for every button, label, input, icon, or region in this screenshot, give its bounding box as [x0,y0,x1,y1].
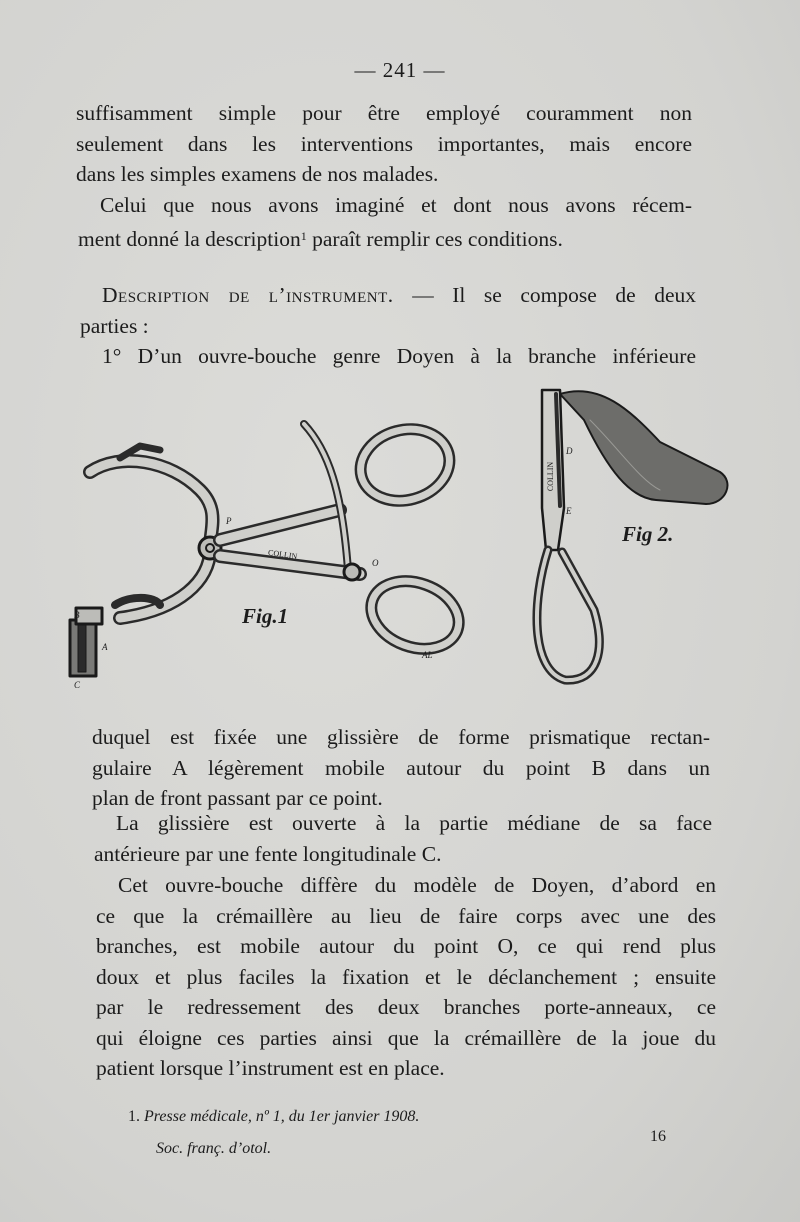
figure-2-label: Fig 2. [622,522,674,546]
label-b: B [74,610,80,620]
label-a: A [102,642,108,652]
sheet-number: 16 [650,1128,666,1145]
text-fragment: paraît remplir ces conditions. [312,226,563,251]
label-o: O [372,558,379,568]
text-line: par le redressement des deux branches porte-anneaux, ce [96,995,716,1019]
figure-1 [60,410,480,700]
text-line: seulement dans les interventions importantes, mais encore [76,131,692,156]
engraving-collin: COLLIN [546,461,556,492]
label-d: D [566,446,573,456]
footnote-text: Presse médicale, nº 1, du 1er janvier 1908. [144,1108,420,1125]
body-paragraph-1 [92,722,710,814]
footnote [128,1108,419,1126]
section-paragraph [80,280,696,372]
footnote-ref: 1 [300,228,307,243]
text-line: plan de front passant par ce point. [92,786,383,810]
text-line: suffisamment simple pour être employé couramment non [76,101,692,125]
text-line: Celui que nous avons imaginé et dont nous avons récem- [100,193,692,217]
label-e: E [566,506,572,516]
label-p: P [226,516,232,526]
body-paragraph-2 [94,808,712,869]
signature-line: Soc. franç. d’otol. [156,1140,272,1157]
text-line [78,221,692,255]
text-line: dans les simples examens de nos malades. [76,162,439,186]
text-line: branches, est mobile autour du point O, ce qui rend plus [96,934,716,958]
intro-paragraph [76,98,692,190]
page-number: — 241 — [354,58,446,82]
text-line: gulaire A légèrement mobile autour du point B dans un [92,755,710,780]
text-line: La glissière est ouverte à la partie médiane de sa face [116,811,712,835]
section-heading: Description de l’instrument. [102,283,394,307]
engraver-signature: AL [422,650,433,660]
text-line: duquel est fixée une glissière de forme prismatique rectan- [92,725,710,749]
text-line: Cet ouvre-bouche diffère du modèle de Doyen, d’abord en [118,873,716,897]
body-paragraph-3 [96,870,716,1084]
text-fragment: — Il se compose de deux [412,283,696,307]
text-line: parties : [80,313,149,338]
engraving-collin: COLLIN [267,548,298,561]
footnote-number: 1. [128,1108,140,1125]
text-line [80,280,696,311]
text-line: antérieure par une fente longitudinale C. [94,841,442,866]
text-line: patient lorsque l’instrument est en place. [96,1056,445,1080]
text-line: qui éloigne ces parties ainsi que la crémaillère de la joue du [96,1025,716,1050]
text-fragment: ment donné la description [78,226,301,251]
label-c: C [74,680,81,690]
figure-2 [520,380,750,700]
second-paragraph [78,190,692,254]
figure-1-label: Fig.1 [242,604,289,628]
text-line: ce que la crémaillère au lieu de faire corps avec une des [96,903,716,928]
text-line: 1° D’un ouvre-bouche genre Doyen à la branche inférieure [102,344,696,368]
text-line: doux et plus faciles la fixation et le déclanchement ; ensuite [96,964,716,989]
